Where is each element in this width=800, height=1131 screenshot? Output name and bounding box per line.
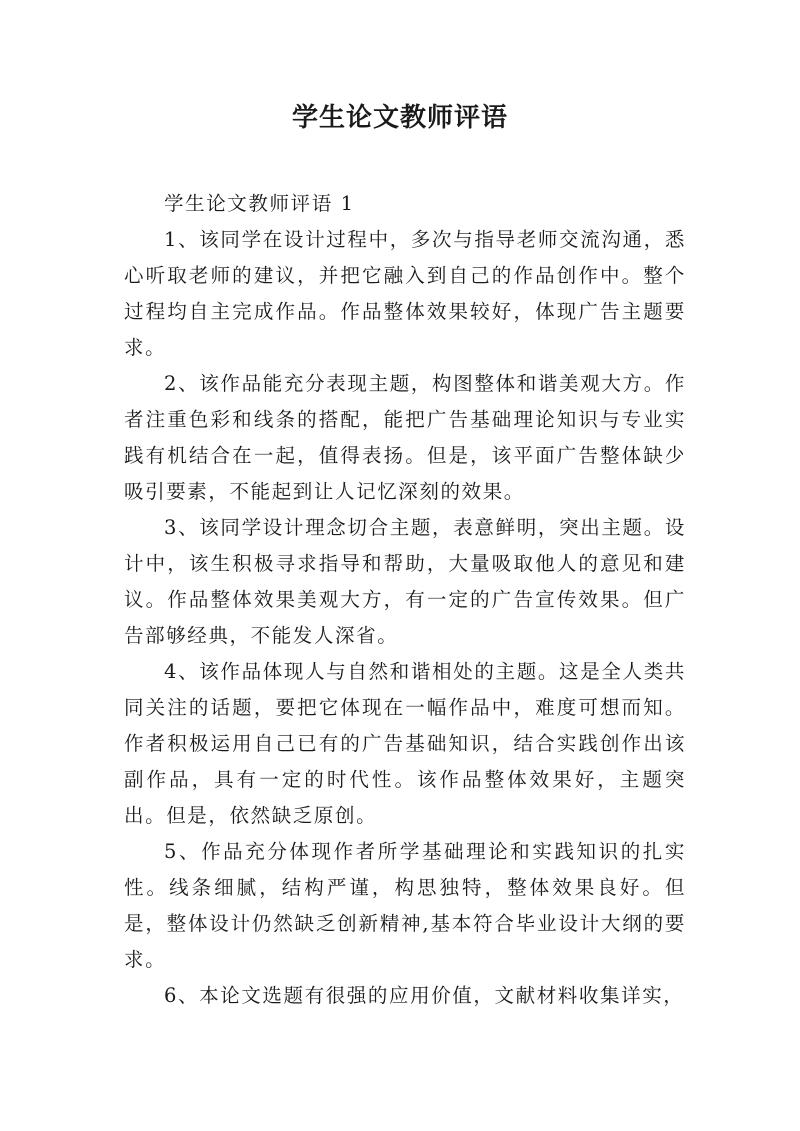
comment-paragraph-1: 1、该同学在设计过程中，多次与指导老师交流沟通，悉心听取老师的建议，并把它融入到自己的作品创作中。整个过程均自主完成作品。作品整体效果较好，体现广告主题要求。	[124, 228, 686, 359]
document-body	[124, 186, 686, 1014]
comment-paragraph-5: 5、作品充分体现作者所学基础理论和实践知识的扎实性。线条细腻，结构严谨，构思独特，整体效果良好。但是，整体设计仍然缺乏创新精神,基本符合毕业设计大纲的要求。	[124, 840, 686, 971]
comment-paragraph-6: 6、本论文选题有很强的应用价值，文献材料收集详实，	[164, 984, 685, 1007]
comment-paragraph-2: 2、该作品能充分表现主题，构图整体和谐美观大方。作者注重色彩和线条的搭配，能把广告基础理论知识与专业实践有机结合在一起，值得表扬。但是，该平面广告整体缺少吸引要素，不能起到让人记忆深刻的效果。	[124, 372, 686, 503]
comment-paragraph-3: 3、该同学设计理念切合主题，表意鲜明，突出主题。设计中，该生积极寻求指导和帮助，大量吸取他人的意见和建议。作品整体效果美观大方，有一定的广告宣传效果。但广告部够经典，不能发人深省。	[124, 516, 686, 647]
comment-paragraph-4: 4、该作品体现人与自然和谐相处的主题。这是全人类共同关注的话题，要把它体现在一幅作品中，难度可想而知。作者积极运用自己已有的广告基础知识，结合实践创作出该副作品，具有一定的时代性。该作品整体效果好，主题突出。但是，依然缺乏原创。	[124, 660, 686, 827]
document-title: 学生论文教师评语	[291, 103, 508, 133]
section-heading: 学生论文教师评语 1	[164, 192, 355, 215]
